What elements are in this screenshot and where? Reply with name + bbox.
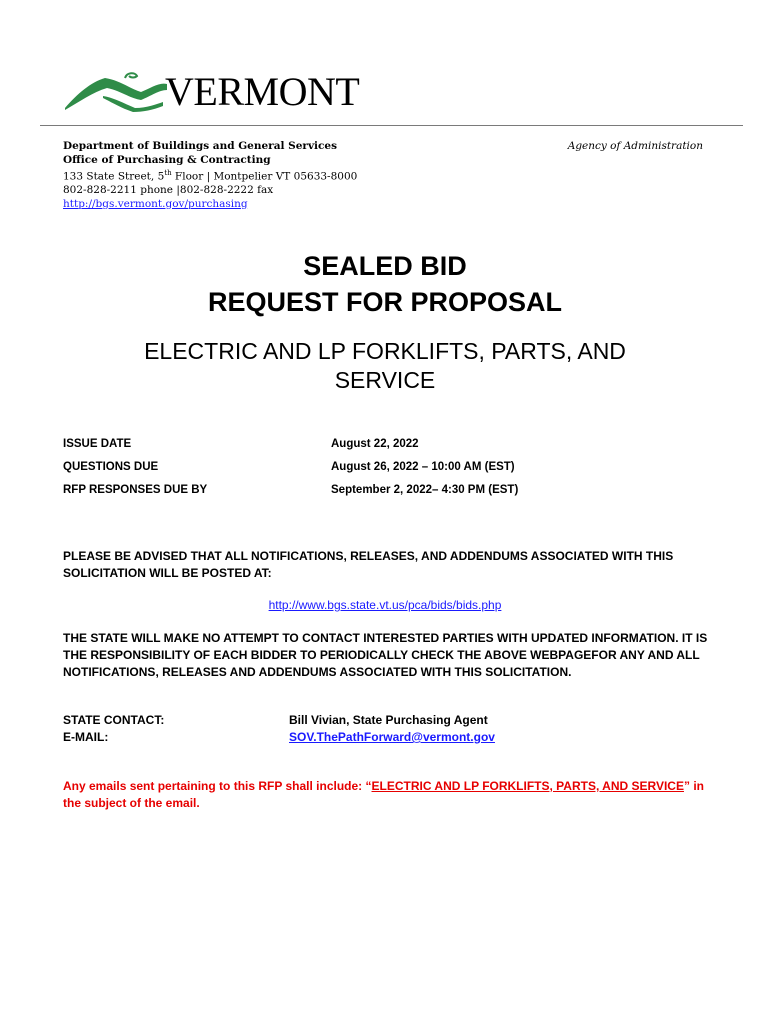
date-value: August 26, 2022 – 10:00 AM (EST) <box>331 461 515 473</box>
required-subject: ELECTRIC AND LP FORKLIFTS, PARTS, AND SERVICE <box>371 779 684 793</box>
agency-name: Agency of Administration <box>567 140 703 152</box>
date-label: RFP RESPONSES DUE BY <box>63 484 208 496</box>
contact-name: Bill Vivian, State Purchasing Agent <box>289 713 488 727</box>
swirl-icon <box>125 73 137 78</box>
posting-notice: PLEASE BE ADVISED THAT ALL NOTIFICATIONS, RELEASES, AND ADDENDUMS ASSOCIATED WITH THIS SOLICITATION WILL BE POSTED AT: <box>63 549 674 580</box>
contact-email-link[interactable]: SOV.ThePathForward@vermont.gov <box>289 730 495 744</box>
contact-label: STATE CONTACT: <box>63 713 165 727</box>
email-subject-instruction: Any emails sent pertaining to this RFP shall include: “ELECTRIC AND LP FORKLIFTS, PARTS, AND SERVICE” in the subject of the email. <box>63 779 704 810</box>
office-name: Office of Purchasing & Contracting <box>63 153 271 166</box>
email-row <box>63 729 703 746</box>
title-line-2: REQUEST FOR PROPOSAL <box>207 287 563 317</box>
address: 133 State Street, 5th Floor | Montpelier VT 05633-8000 <box>63 169 358 183</box>
date-value: September 2, 2022– 4:30 PM (EST) <box>331 484 519 496</box>
department-block <box>63 140 357 211</box>
header-divider <box>40 125 743 126</box>
contact-row <box>63 712 703 729</box>
issue-date-row <box>63 438 703 461</box>
phone-fax: 802-828-2211 phone |802-828-2222 fax <box>63 184 274 196</box>
date-label: ISSUE DATE <box>63 438 132 450</box>
mountain-icon <box>65 78 167 110</box>
logo-wordmark: VERMONT <box>165 69 360 114</box>
document-title <box>0 248 770 320</box>
department-name: Department of Buildings and General Services <box>63 140 338 152</box>
mountain-ridge-icon <box>103 96 163 112</box>
email-label: E-MAIL: <box>63 730 109 744</box>
bids-page-link[interactable]: http://www.bgs.state.vt.us/pca/bids/bids.php <box>268 598 502 612</box>
state-contact-block <box>63 712 703 746</box>
date-value: August 22, 2022 <box>331 438 419 450</box>
key-dates-table <box>63 438 703 507</box>
responsibility-notice: THE STATE WILL MAKE NO ATTEMPT TO CONTACT INTERESTED PARTIES WITH UPDATED INFORMATION. IT IS THE RESPONSIBILITY OF EACH BIDDER TO PERIODICALLY CHECK THE ABOVE WEBPAGEFOR ANY AND ALL NOTIFICATIONS, RELEASES AND ADDENDUMS ASSOCIATED WITH THIS SOLICITATION. <box>63 631 708 679</box>
title-line-1: SEALED BID <box>303 251 467 281</box>
responses-due-row <box>63 484 703 507</box>
date-label: QUESTIONS DUE <box>63 461 159 473</box>
questions-due-row <box>63 461 703 484</box>
rfp-subject: ELECTRIC AND LP FORKLIFTS, PARTS, AND SERVICE <box>144 338 626 393</box>
purchasing-website-link[interactable]: http://bgs.vermont.gov/purchasing <box>63 197 248 210</box>
